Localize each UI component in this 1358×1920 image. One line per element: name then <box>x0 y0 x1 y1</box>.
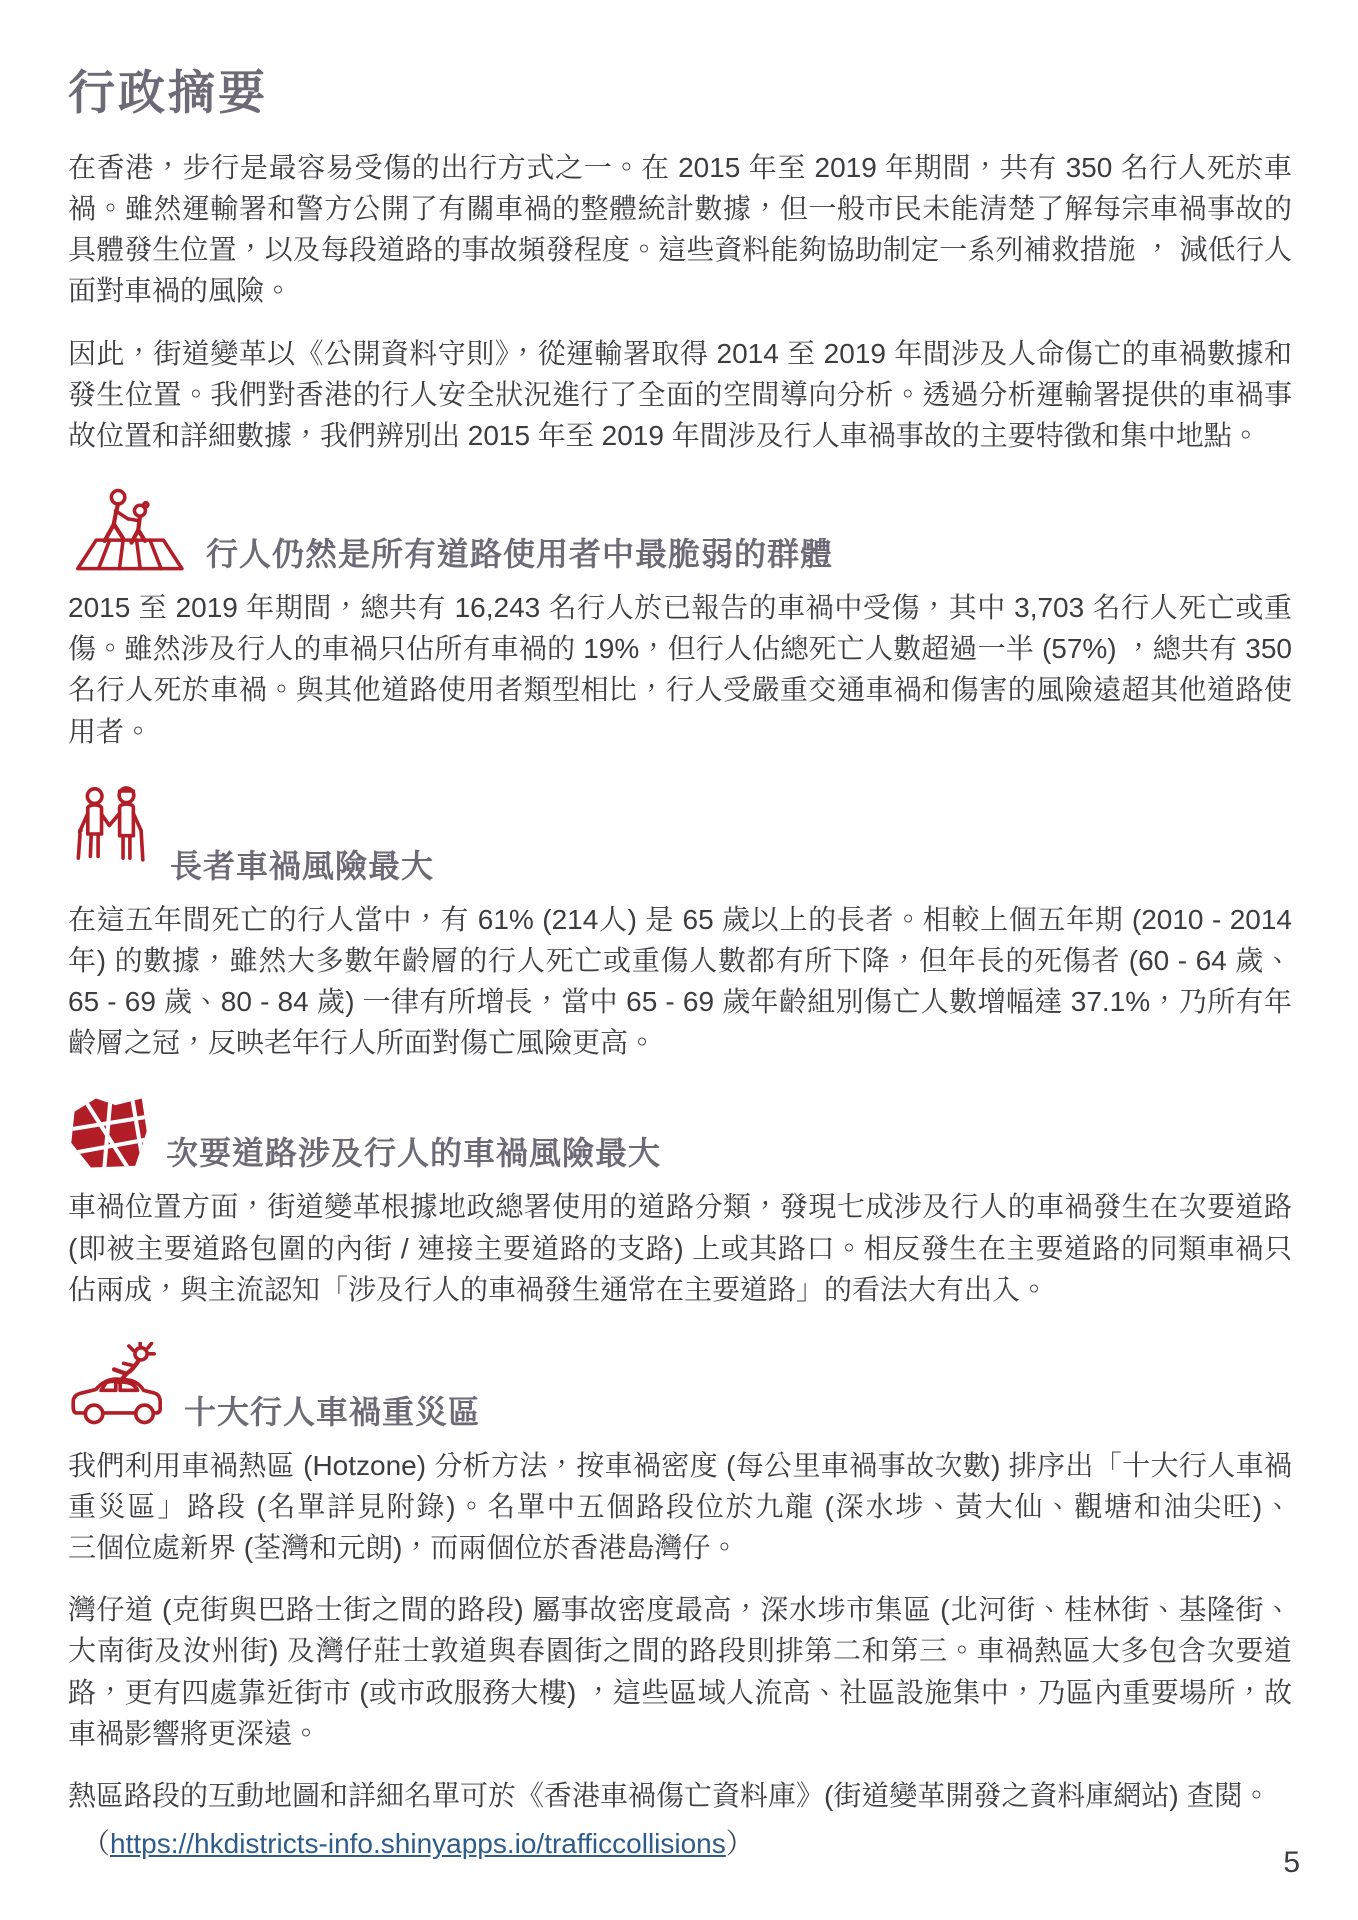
section-paragraph: 2015 至 2019 年期間，總共有 16,243 名行人於已報告的車禍中受傷，其中 3,703 名行人死亡或重傷。雖然涉及行人的車禍只佔所有車禍的 19%，但行人佔總死亡人數超過一半 (57%) ，總共有 350 名行人死於車禍。與其他道路使用者類型相比，行人受嚴重交通車禍和傷害的風險遠超其他道路使用者。 <box>68 592 1292 747</box>
elderly-couple-icon <box>68 784 154 889</box>
section-heading-secondary-roads: 次要道路涉及行人的車禍風險最大 <box>166 1135 662 1172</box>
section-paragraph: 在這五年間死亡的行人當中，有 61% (214人) 是 65 歲以上的長者。相較上個五年期 (2010 - 2014 年) 的數據，雖然大多數年齡層的行人死亡或重傷人數都有所下降，但年長的死傷者 (60 - 64 歲、65 - 69 歲、80 - 84 歲) 一律有所增長，當中 65 - 69 歲年齡組別傷亡人數增幅達 37.1%，乃所有年齡層之冠，反映老年行人所面對傷亡風險更高。 <box>68 903 1292 1059</box>
database-link[interactable]: https://hkdistricts-info.shinyapps.io/trafficcollisions <box>110 1828 726 1860</box>
link-close-paren: ） <box>725 1828 754 1860</box>
section-header-pedestrians <box>68 488 1292 577</box>
link-line <box>68 1822 1292 1867</box>
section-heading-elderly: 長者車禍風險最大 <box>170 847 435 884</box>
section-header-elderly <box>68 784 1292 889</box>
page-number: 5 <box>1283 1846 1300 1879</box>
section-header-secondary-roads <box>68 1095 1292 1176</box>
intro-paragraph-2: 因此，街道變革以《公開資料守則》，從運輸署取得 2014 至 2019 年間涉及人命傷亡的車禍數據和發生位置。我們對香港的行人安全狀況進行了全面的空間導向分析。透過分析運輸署提供的車禍事故位置和詳細數據，我們辨別出 2015 年至 2019 年間涉及行人車禍事故的主要特徵和集中地點。 <box>68 337 1292 451</box>
page-title: 行政摘要 <box>68 66 268 119</box>
car-pedestrian-collision-icon <box>68 1342 168 1435</box>
section-heading-hotzones: 十大行人車禍重災區 <box>184 1393 482 1430</box>
link-open-paren: （ <box>82 1828 111 1860</box>
district-map-icon <box>68 1095 150 1176</box>
section-paragraph: 車禍位置方面，街道變革根據地政總署使用的道路分類，發現七成涉及行人的車禍發生在次要道路 (即被主要道路包圍的內街 / 連接主要道路的支路) 上或其路口。相反發生在主要道路的同類車禍只佔兩成，與主流認知「涉及行人的車禍發生通常在主要道路」的看法大有出入。 <box>68 1191 1292 1305</box>
section-paragraph: 灣仔道 (克街與巴路士街之間的路段) 屬事故密度最高，深水埗市集區 (北河街、桂林街、基隆街、大南街及汝州街) 及灣仔莊士敦道與春園街之間的路段則排第二和第三。車禍熱區大多包含次要道路，更有四處靠近街市 (或市政服務大樓) ，這些區域人流高、社區設施集中，乃區內重要場所，故車禍影響將更深遠。 <box>68 1594 1292 1749</box>
footer-note: 熱區路段的互動地圖和詳細名單可於《香港車禍傷亡資料庫》(街道變革開發之資料庫網站) 查閱。 <box>68 1779 1271 1811</box>
pedestrian-crossing-icon <box>68 488 190 577</box>
section-heading-pedestrians: 行人仍然是所有道路使用者中最脆弱的群體 <box>206 536 834 573</box>
section-paragraph: 我們利用車禍熱區 (Hotzone) 分析方法，按車禍密度 (每公里車禍事故次數) 排序出「十大行人車禍重災區」路段 (名單詳見附錄)。名單中五個路段位於九龍 (深水埗、黃大仙、觀塘和油尖旺)、 三個位處新界 (荃灣和元朗)，而兩個位於香港島灣仔。 <box>68 1449 1349 1564</box>
intro-paragraph-1: 在香港，步行是最容易受傷的出行方式之一。在 2015 年至 2019 年期間，共有 350 名行人死於車禍。雖然運輸署和警方公開了有關車禍的整體統計數據，但一般市民未能清楚了解每宗車禍事故的具體發生位置，以及每段道路的事故頻發程度。這些資料能夠協助制定一系列補救措施 ， 減低行人面對車禍的風險。 <box>68 152 1292 307</box>
section-header-hotzones <box>68 1342 1292 1435</box>
